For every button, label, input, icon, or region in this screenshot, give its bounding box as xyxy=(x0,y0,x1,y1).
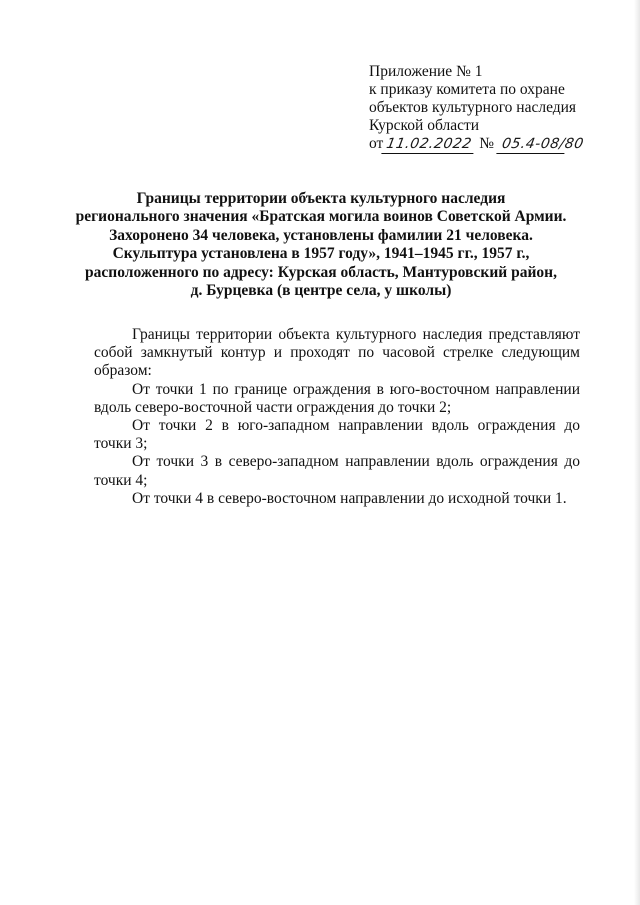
order-prefix: от xyxy=(369,135,384,152)
body-paragraph: От точки 2 в юго-западном направлении вдоль ограждения до точки 3; xyxy=(94,417,580,453)
appendix-order-ref: к приказу комитета по охране xyxy=(369,81,565,98)
order-number-label: № xyxy=(479,135,494,152)
body-paragraph: От точки 4 в северо-восточном направлении до исходной точки 1. xyxy=(132,489,567,507)
document-body xyxy=(94,326,580,508)
title-line: Границы территории объекта культурного наследия xyxy=(136,190,506,207)
title-line: Скульптура установлена в 1957 году», 1941–1945 гг., 1957 г., xyxy=(112,245,530,263)
document-title xyxy=(40,190,602,300)
appendix-region: Курской области xyxy=(369,117,480,134)
appendix-committee: объектов культурного наследия xyxy=(369,99,577,116)
appendix-title: Приложение № 1 xyxy=(369,63,483,80)
title-line: расположенного по адресу: Курская область, Мантуровский район, xyxy=(85,263,557,281)
title-line: Захоронено 34 человека, установлены фамилии 21 человека. xyxy=(109,226,533,244)
body-paragraph: Границы территории объекта культурного наследия представляют собой замкнутый контур и проходят по часовой стрелке следующим образом: xyxy=(94,326,580,380)
title-line: регионального значения «Братская могила воинов Советской Армии. xyxy=(75,208,567,226)
appendix-header xyxy=(369,63,609,157)
order-date-number xyxy=(369,135,609,157)
body-paragraph: От точки 1 по границе ограждения в юго-восточном направлении вдоль северо-восточной части ограждения до точки 2; xyxy=(94,380,580,416)
page-edge xyxy=(634,0,640,905)
order-date-handwritten: 11.02.2022 xyxy=(382,135,477,154)
order-number-handwritten: 05.4-08/80 xyxy=(496,135,567,154)
title-line: д. Бурцевка (в центре села, у школы) xyxy=(190,282,452,300)
body-paragraph: От точки 3 в северо-западном направлении вдоль ограждения до точки 4; xyxy=(94,453,580,489)
